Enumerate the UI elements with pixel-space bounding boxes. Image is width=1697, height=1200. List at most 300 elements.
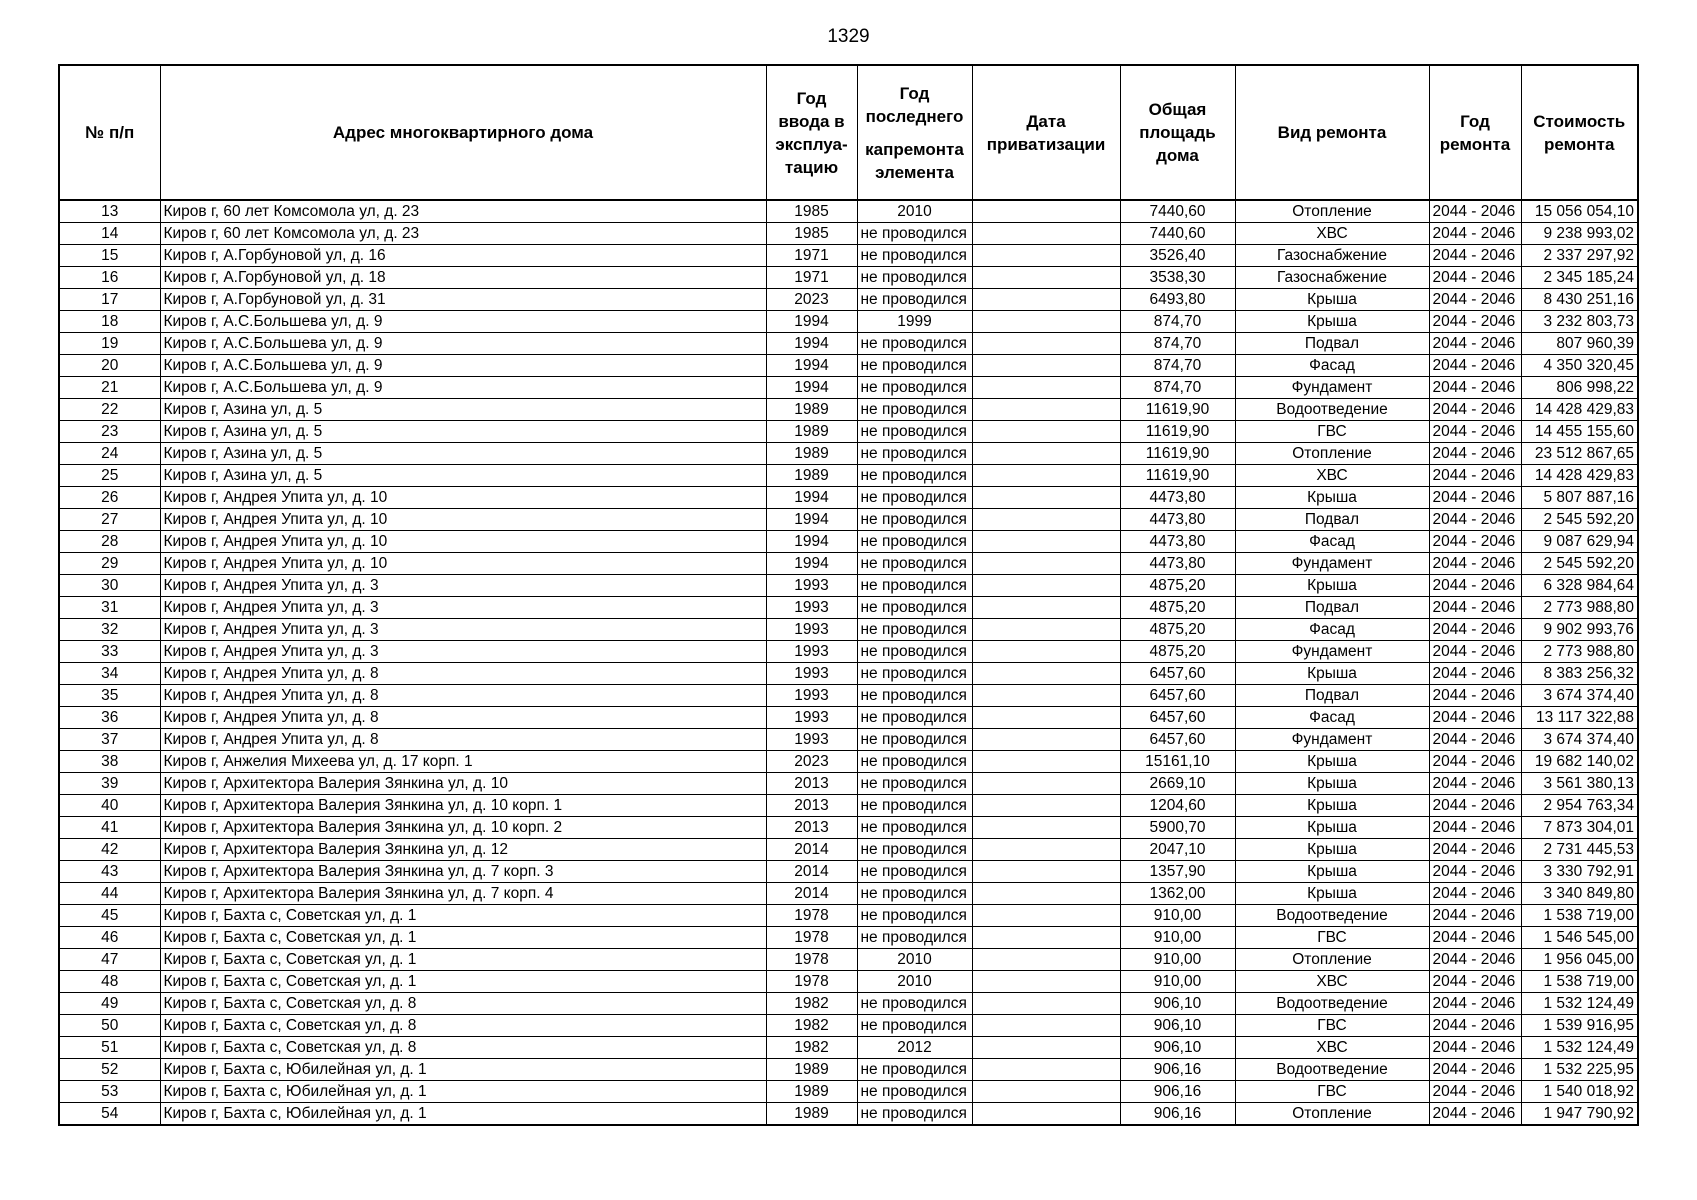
cell-cost: 1 540 018,92	[1521, 1081, 1638, 1103]
table-row	[59, 949, 1638, 971]
cell-repair-type: Подвал	[1235, 333, 1429, 355]
cell-year-built: 2013	[766, 795, 857, 817]
cell-repair-type: Крыша	[1235, 795, 1429, 817]
cell-year-built: 2014	[766, 861, 857, 883]
cell-area: 6457,60	[1120, 663, 1235, 685]
cell-address: Киров г, Бахта с, Советская ул, д. 1	[160, 949, 766, 971]
cell-area: 874,70	[1120, 377, 1235, 399]
cell-address: Киров г, Андрея Упита ул, д. 10	[160, 553, 766, 575]
cell-repair-type: Водоотведение	[1235, 993, 1429, 1015]
cell-area: 4875,20	[1120, 619, 1235, 641]
table-row	[59, 883, 1638, 905]
cell-num: 29	[59, 553, 160, 575]
cell-num: 52	[59, 1059, 160, 1081]
cell-repair-type: Газоснабжение	[1235, 267, 1429, 289]
cell-repair-year: 2044 - 2046	[1429, 245, 1521, 267]
table-row	[59, 311, 1638, 333]
cell-cost: 9 902 993,76	[1521, 619, 1638, 641]
cell-area: 4473,80	[1120, 487, 1235, 509]
cell-cost: 6 328 984,64	[1521, 575, 1638, 597]
cell-repair-year: 2044 - 2046	[1429, 905, 1521, 927]
cell-last-repair: не проводился	[857, 1103, 972, 1126]
cell-repair-year: 2044 - 2046	[1429, 377, 1521, 399]
cell-address: Киров г, А.С.Большева ул, д. 9	[160, 333, 766, 355]
cell-year-built: 1982	[766, 1015, 857, 1037]
cell-repair-type: ГВС	[1235, 1081, 1429, 1103]
cell-year-built: 1978	[766, 971, 857, 993]
cell-last-repair: не проводился	[857, 355, 972, 377]
cell-area: 906,10	[1120, 1037, 1235, 1059]
cell-num: 43	[59, 861, 160, 883]
cell-num: 51	[59, 1037, 160, 1059]
cell-num: 19	[59, 333, 160, 355]
cell-num: 37	[59, 729, 160, 751]
cell-privatization	[972, 1015, 1120, 1037]
cell-repair-year: 2044 - 2046	[1429, 685, 1521, 707]
cell-num: 14	[59, 223, 160, 245]
cell-area: 906,10	[1120, 993, 1235, 1015]
cell-cost: 2 545 592,20	[1521, 553, 1638, 575]
cell-year-built: 1994	[766, 333, 857, 355]
cell-last-repair: не проводился	[857, 575, 972, 597]
cell-area: 910,00	[1120, 905, 1235, 927]
cell-privatization	[972, 597, 1120, 619]
cell-repair-year: 2044 - 2046	[1429, 1037, 1521, 1059]
cell-privatization	[972, 1059, 1120, 1081]
cell-cost: 15 056 054,10	[1521, 200, 1638, 223]
cell-num: 16	[59, 267, 160, 289]
cell-privatization	[972, 333, 1120, 355]
table-row	[59, 971, 1638, 993]
cell-num: 24	[59, 443, 160, 465]
cell-address: Киров г, Бахта с, Советская ул, д. 8	[160, 1015, 766, 1037]
table-row	[59, 1037, 1638, 1059]
table-row	[59, 200, 1638, 223]
cell-privatization	[972, 641, 1120, 663]
header-area: Общая площадь дома	[1120, 65, 1235, 200]
table-row	[59, 267, 1638, 289]
cell-cost: 807 960,39	[1521, 333, 1638, 355]
cell-repair-type: Фундамент	[1235, 377, 1429, 399]
cell-area: 906,16	[1120, 1059, 1235, 1081]
cell-address: Киров г, Андрея Упита ул, д. 10	[160, 531, 766, 553]
cell-last-repair: 2010	[857, 949, 972, 971]
cell-repair-type: Крыша	[1235, 575, 1429, 597]
cell-area: 3526,40	[1120, 245, 1235, 267]
table-row	[59, 355, 1638, 377]
cell-privatization	[972, 949, 1120, 971]
cell-address: Киров г, Архитектора Валерия Зянкина ул, д. 12	[160, 839, 766, 861]
cell-last-repair: не проводился	[857, 597, 972, 619]
cell-address: Киров г, Андрея Упита ул, д. 8	[160, 707, 766, 729]
cell-repair-year: 2044 - 2046	[1429, 1081, 1521, 1103]
cell-area: 6457,60	[1120, 729, 1235, 751]
cell-last-repair: не проводился	[857, 245, 972, 267]
cell-repair-type: ХВС	[1235, 465, 1429, 487]
cell-repair-type: ГВС	[1235, 1015, 1429, 1037]
cell-address: Киров г, Андрея Упита ул, д. 3	[160, 619, 766, 641]
cell-privatization	[972, 729, 1120, 751]
cell-area: 7440,60	[1120, 200, 1235, 223]
cell-num: 54	[59, 1103, 160, 1126]
cell-area: 910,00	[1120, 927, 1235, 949]
table-row	[59, 707, 1638, 729]
cell-year-built: 2014	[766, 839, 857, 861]
cell-year-built: 1978	[766, 927, 857, 949]
cell-cost: 7 873 304,01	[1521, 817, 1638, 839]
cell-cost: 1 538 719,00	[1521, 905, 1638, 927]
cell-area: 874,70	[1120, 333, 1235, 355]
cell-cost: 4 350 320,45	[1521, 355, 1638, 377]
cell-year-built: 2013	[766, 817, 857, 839]
cell-repair-year: 2044 - 2046	[1429, 663, 1521, 685]
cell-repair-year: 2044 - 2046	[1429, 311, 1521, 333]
table-row	[59, 597, 1638, 619]
cell-num: 47	[59, 949, 160, 971]
cell-repair-type: Отопление	[1235, 443, 1429, 465]
cell-year-built: 1994	[766, 531, 857, 553]
cell-last-repair: не проводился	[857, 905, 972, 927]
cell-privatization	[972, 200, 1120, 223]
cell-address: Киров г, А.Горбуновой ул, д. 16	[160, 245, 766, 267]
cell-privatization	[972, 707, 1120, 729]
cell-repair-type: Крыша	[1235, 751, 1429, 773]
cell-repair-type: Крыша	[1235, 289, 1429, 311]
cell-year-built: 1989	[766, 465, 857, 487]
cell-address: Киров г, А.С.Большева ул, д. 9	[160, 311, 766, 333]
cell-cost: 806 998,22	[1521, 377, 1638, 399]
cell-repair-type: Фасад	[1235, 355, 1429, 377]
cell-num: 13	[59, 200, 160, 223]
cell-address: Киров г, Андрея Упита ул, д. 3	[160, 641, 766, 663]
cell-privatization	[972, 817, 1120, 839]
table-row	[59, 509, 1638, 531]
cell-repair-type: ХВС	[1235, 971, 1429, 993]
table-row	[59, 795, 1638, 817]
header-privatization: Дата приватизации	[972, 65, 1120, 200]
table-row	[59, 245, 1638, 267]
cell-area: 2669,10	[1120, 773, 1235, 795]
cell-area: 1357,90	[1120, 861, 1235, 883]
cell-repair-type: Крыша	[1235, 487, 1429, 509]
cell-num: 21	[59, 377, 160, 399]
cell-last-repair: не проводился	[857, 751, 972, 773]
cell-year-built: 2023	[766, 751, 857, 773]
cell-area: 906,16	[1120, 1103, 1235, 1126]
cell-address: Киров г, А.Горбуновой ул, д. 31	[160, 289, 766, 311]
cell-num: 33	[59, 641, 160, 663]
cell-year-built: 1989	[766, 421, 857, 443]
repair-registry-table	[58, 64, 1639, 1126]
cell-repair-year: 2044 - 2046	[1429, 971, 1521, 993]
cell-year-built: 1994	[766, 355, 857, 377]
cell-last-repair: не проводился	[857, 861, 972, 883]
cell-address: Киров г, Бахта с, Советская ул, д. 1	[160, 971, 766, 993]
cell-num: 38	[59, 751, 160, 773]
header-repair-year: Год ремонта	[1429, 65, 1521, 200]
cell-repair-year: 2044 - 2046	[1429, 553, 1521, 575]
cell-cost: 3 330 792,91	[1521, 861, 1638, 883]
cell-address: Киров г, Андрея Упита ул, д. 8	[160, 663, 766, 685]
cell-repair-year: 2044 - 2046	[1429, 509, 1521, 531]
cell-area: 2047,10	[1120, 839, 1235, 861]
cell-cost: 5 807 887,16	[1521, 487, 1638, 509]
table-row	[59, 663, 1638, 685]
cell-address: Киров г, Андрея Упита ул, д. 10	[160, 487, 766, 509]
cell-repair-type: Подвал	[1235, 509, 1429, 531]
cell-year-built: 1982	[766, 993, 857, 1015]
cell-privatization	[972, 1103, 1120, 1126]
cell-last-repair: не проводился	[857, 531, 972, 553]
table-row	[59, 641, 1638, 663]
cell-area: 6457,60	[1120, 685, 1235, 707]
cell-area: 11619,90	[1120, 443, 1235, 465]
cell-privatization	[972, 861, 1120, 883]
cell-num: 50	[59, 1015, 160, 1037]
cell-num: 18	[59, 311, 160, 333]
cell-year-built: 1993	[766, 641, 857, 663]
cell-repair-year: 2044 - 2046	[1429, 531, 1521, 553]
cell-last-repair: не проводился	[857, 421, 972, 443]
cell-last-repair: не проводился	[857, 377, 972, 399]
cell-privatization	[972, 971, 1120, 993]
cell-num: 30	[59, 575, 160, 597]
cell-privatization	[972, 685, 1120, 707]
cell-repair-type: Газоснабжение	[1235, 245, 1429, 267]
cell-num: 15	[59, 245, 160, 267]
header-cost: Стоимость ремонта	[1521, 65, 1638, 200]
cell-repair-year: 2044 - 2046	[1429, 421, 1521, 443]
cell-address: Киров г, Андрея Упита ул, д. 8	[160, 729, 766, 751]
cell-last-repair: не проводился	[857, 883, 972, 905]
cell-area: 906,16	[1120, 1081, 1235, 1103]
cell-year-built: 1971	[766, 245, 857, 267]
cell-address: Киров г, Архитектора Валерия Зянкина ул, д. 7 корп. 4	[160, 883, 766, 905]
cell-repair-type: Крыша	[1235, 861, 1429, 883]
cell-privatization	[972, 575, 1120, 597]
cell-repair-type: Водоотведение	[1235, 1059, 1429, 1081]
cell-year-built: 1989	[766, 443, 857, 465]
cell-last-repair: не проводился	[857, 553, 972, 575]
cell-privatization	[972, 619, 1120, 641]
cell-repair-year: 2044 - 2046	[1429, 597, 1521, 619]
cell-repair-type: Водоотведение	[1235, 905, 1429, 927]
cell-num: 32	[59, 619, 160, 641]
cell-year-built: 1985	[766, 200, 857, 223]
cell-privatization	[972, 355, 1120, 377]
header-address: Адрес многоквартирного дома	[160, 65, 766, 200]
cell-address: Киров г, Архитектора Валерия Зянкина ул, д. 10 корп. 2	[160, 817, 766, 839]
cell-address: Киров г, Бахта с, Советская ул, д. 8	[160, 993, 766, 1015]
table-row	[59, 993, 1638, 1015]
cell-address: Киров г, Бахта с, Юбилейная ул, д. 1	[160, 1081, 766, 1103]
cell-cost: 3 232 803,73	[1521, 311, 1638, 333]
cell-area: 6457,60	[1120, 707, 1235, 729]
cell-area: 4875,20	[1120, 641, 1235, 663]
cell-cost: 19 682 140,02	[1521, 751, 1638, 773]
cell-cost: 2 337 297,92	[1521, 245, 1638, 267]
cell-address: Киров г, Архитектора Валерия Зянкина ул, д. 7 корп. 3	[160, 861, 766, 883]
cell-cost: 1 538 719,00	[1521, 971, 1638, 993]
cell-year-built: 1993	[766, 685, 857, 707]
cell-area: 910,00	[1120, 971, 1235, 993]
cell-year-built: 1993	[766, 597, 857, 619]
cell-repair-type: Крыша	[1235, 311, 1429, 333]
cell-area: 1204,60	[1120, 795, 1235, 817]
cell-repair-year: 2044 - 2046	[1429, 465, 1521, 487]
cell-year-built: 1971	[766, 267, 857, 289]
cell-repair-type: Крыша	[1235, 663, 1429, 685]
cell-year-built: 2014	[766, 883, 857, 905]
cell-cost: 2 773 988,80	[1521, 597, 1638, 619]
cell-last-repair: 2010	[857, 200, 972, 223]
cell-num: 36	[59, 707, 160, 729]
cell-year-built: 1993	[766, 707, 857, 729]
table-row	[59, 223, 1638, 245]
cell-year-built: 2023	[766, 289, 857, 311]
cell-area: 4875,20	[1120, 575, 1235, 597]
cell-address: Киров г, 60 лет Комсомола ул, д. 23	[160, 223, 766, 245]
cell-year-built: 1994	[766, 487, 857, 509]
cell-num: 42	[59, 839, 160, 861]
cell-address: Киров г, Анжелия Михеева ул, д. 17 корп. 1	[160, 751, 766, 773]
cell-cost: 1 956 045,00	[1521, 949, 1638, 971]
cell-area: 4473,80	[1120, 553, 1235, 575]
cell-last-repair: не проводился	[857, 817, 972, 839]
cell-privatization	[972, 883, 1120, 905]
cell-address: Киров г, Андрея Упита ул, д. 3	[160, 597, 766, 619]
cell-repair-type: ГВС	[1235, 421, 1429, 443]
cell-num: 39	[59, 773, 160, 795]
cell-address: Киров г, Андрея Упита ул, д. 3	[160, 575, 766, 597]
cell-cost: 1 532 124,49	[1521, 993, 1638, 1015]
cell-num: 23	[59, 421, 160, 443]
cell-privatization	[972, 531, 1120, 553]
cell-privatization	[972, 399, 1120, 421]
cell-year-built: 1989	[766, 1103, 857, 1126]
header-year-built: Год ввода в эксплуа-тацию	[766, 65, 857, 200]
cell-repair-type: ГВС	[1235, 927, 1429, 949]
cell-repair-year: 2044 - 2046	[1429, 773, 1521, 795]
cell-repair-year: 2044 - 2046	[1429, 267, 1521, 289]
cell-repair-year: 2044 - 2046	[1429, 641, 1521, 663]
cell-privatization	[972, 751, 1120, 773]
header-last-repair-line2: капремонта элемента	[865, 139, 964, 182]
cell-address: Киров г, Бахта с, Юбилейная ул, д. 1	[160, 1103, 766, 1126]
cell-year-built: 1994	[766, 509, 857, 531]
cell-area: 906,10	[1120, 1015, 1235, 1037]
cell-num: 53	[59, 1081, 160, 1103]
cell-repair-type: Фасад	[1235, 707, 1429, 729]
table-row	[59, 927, 1638, 949]
cell-area: 6493,80	[1120, 289, 1235, 311]
cell-address: Киров г, Бахта с, Советская ул, д. 1	[160, 927, 766, 949]
cell-last-repair: 2012	[857, 1037, 972, 1059]
table-row	[59, 465, 1638, 487]
cell-num: 28	[59, 531, 160, 553]
cell-cost: 2 731 445,53	[1521, 839, 1638, 861]
cell-area: 910,00	[1120, 949, 1235, 971]
cell-repair-year: 2044 - 2046	[1429, 993, 1521, 1015]
cell-cost: 1 532 225,95	[1521, 1059, 1638, 1081]
cell-repair-year: 2044 - 2046	[1429, 575, 1521, 597]
table-row	[59, 421, 1638, 443]
cell-last-repair: не проводился	[857, 685, 972, 707]
cell-last-repair: не проводился	[857, 1081, 972, 1103]
cell-cost: 3 674 374,40	[1521, 729, 1638, 751]
cell-last-repair: не проводился	[857, 1059, 972, 1081]
cell-repair-type: Фундамент	[1235, 641, 1429, 663]
cell-address: Киров г, Бахта с, Юбилейная ул, д. 1	[160, 1059, 766, 1081]
cell-repair-year: 2044 - 2046	[1429, 861, 1521, 883]
cell-num: 22	[59, 399, 160, 421]
cell-last-repair: не проводился	[857, 1015, 972, 1037]
cell-area: 874,70	[1120, 311, 1235, 333]
cell-area: 1362,00	[1120, 883, 1235, 905]
table-header-row	[59, 65, 1638, 200]
cell-address: Киров г, Азина ул, д. 5	[160, 399, 766, 421]
cell-year-built: 1994	[766, 377, 857, 399]
cell-area: 3538,30	[1120, 267, 1235, 289]
cell-area: 7440,60	[1120, 223, 1235, 245]
cell-repair-type: Подвал	[1235, 685, 1429, 707]
page-number: 1329	[827, 26, 870, 47]
cell-cost: 9 238 993,02	[1521, 223, 1638, 245]
table-row	[59, 531, 1638, 553]
table-row	[59, 399, 1638, 421]
cell-repair-year: 2044 - 2046	[1429, 619, 1521, 641]
cell-privatization	[972, 267, 1120, 289]
cell-repair-year: 2044 - 2046	[1429, 927, 1521, 949]
cell-privatization	[972, 443, 1120, 465]
cell-repair-year: 2044 - 2046	[1429, 729, 1521, 751]
cell-privatization	[972, 465, 1120, 487]
cell-privatization	[972, 377, 1120, 399]
cell-privatization	[972, 421, 1120, 443]
cell-privatization	[972, 993, 1120, 1015]
cell-area: 4473,80	[1120, 509, 1235, 531]
cell-last-repair: не проводился	[857, 399, 972, 421]
cell-cost: 3 561 380,13	[1521, 773, 1638, 795]
cell-repair-type: Отопление	[1235, 949, 1429, 971]
cell-num: 48	[59, 971, 160, 993]
cell-year-built: 1993	[766, 575, 857, 597]
cell-year-built: 1993	[766, 729, 857, 751]
cell-repair-type: Крыша	[1235, 773, 1429, 795]
cell-cost: 1 947 790,92	[1521, 1103, 1638, 1126]
table-row	[59, 817, 1638, 839]
cell-last-repair: не проводился	[857, 443, 972, 465]
cell-last-repair: не проводился	[857, 465, 972, 487]
cell-address: Киров г, Андрея Упита ул, д. 8	[160, 685, 766, 707]
cell-privatization	[972, 795, 1120, 817]
cell-repair-year: 2044 - 2046	[1429, 751, 1521, 773]
cell-privatization	[972, 1081, 1120, 1103]
table-row	[59, 487, 1638, 509]
cell-address: Киров г, А.С.Большева ул, д. 9	[160, 355, 766, 377]
cell-area: 11619,90	[1120, 399, 1235, 421]
cell-num: 46	[59, 927, 160, 949]
cell-cost: 2 773 988,80	[1521, 641, 1638, 663]
cell-repair-type: Фасад	[1235, 619, 1429, 641]
cell-last-repair: не проводился	[857, 773, 972, 795]
cell-year-built: 1993	[766, 619, 857, 641]
cell-privatization	[972, 487, 1120, 509]
cell-year-built: 2013	[766, 773, 857, 795]
cell-cost: 2 345 185,24	[1521, 267, 1638, 289]
cell-privatization	[972, 245, 1120, 267]
table-row	[59, 443, 1638, 465]
